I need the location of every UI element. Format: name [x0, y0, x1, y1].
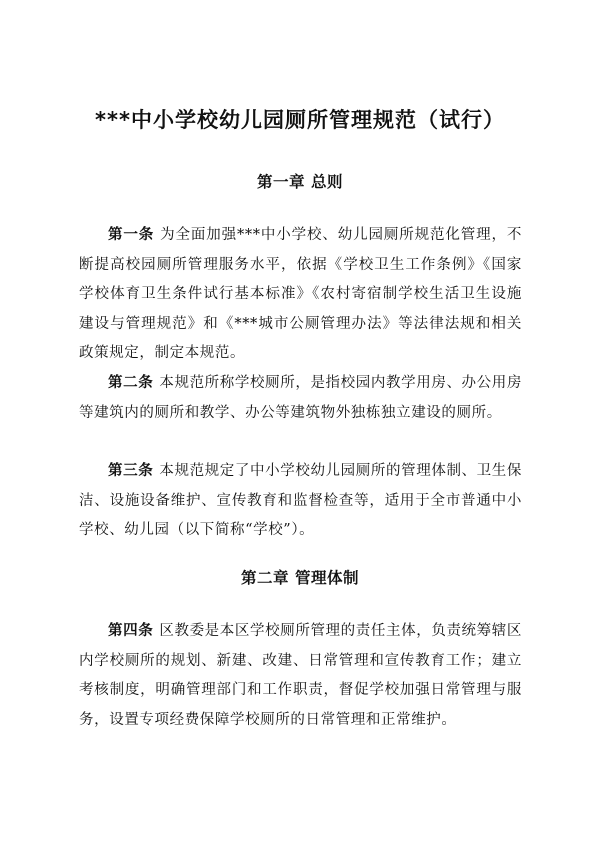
article-1-text: 为全面加强***中小学校、幼儿园厕所规范化管理，不断提高校园厕所管理服务水平，依据《学校卫生工作条例》《国家学校体育卫生条件试行基本标准》《农村寄宿制学校生活卫生设施建设与管理规范》和《***城市公厕管理办法》等法律法规和相关政策规定，制定本规范。	[79, 227, 522, 361]
article-3-label: 第三条	[108, 463, 154, 479]
article-3	[79, 457, 522, 546]
article-4-text: 区教委是本区学校厕所管理的责任主体，负责统筹辖区内学校厕所的规划、新建、改建、日常管理和宣传教育工作；建立考核制度，明确管理部门和工作职责，督促学校加强日常管理与服务，设置专项经费保障学校厕所的日常管理和正常维护。	[79, 623, 522, 728]
chapter-1-title: 第一章 总则	[257, 173, 343, 191]
document-title: ***中小学校幼儿园厕所管理规范（试行）	[95, 108, 505, 132]
article-1	[79, 221, 522, 369]
article-4-label: 第四条	[108, 623, 154, 639]
article-3-text: 本规范规定了中小学校幼儿园厕所的管理体制、卫生保洁、设施设备维护、宣传教育和监督检查等，适用于全市普通中小学校、幼儿园（以下简称“学校”）。	[79, 463, 522, 538]
article-2-label: 第二条	[108, 375, 154, 391]
chapter-2-title: 第二章 管理体制	[241, 569, 359, 587]
article-4	[79, 617, 522, 735]
article-2	[79, 369, 522, 428]
article-2-text: 本规范所称学校厕所，是指校园内教学用房、办公用房等建筑内的厕所和教学、办公等建筑物外独栋独立建设的厕所。	[79, 375, 522, 421]
article-1-label: 第一条	[108, 227, 155, 243]
